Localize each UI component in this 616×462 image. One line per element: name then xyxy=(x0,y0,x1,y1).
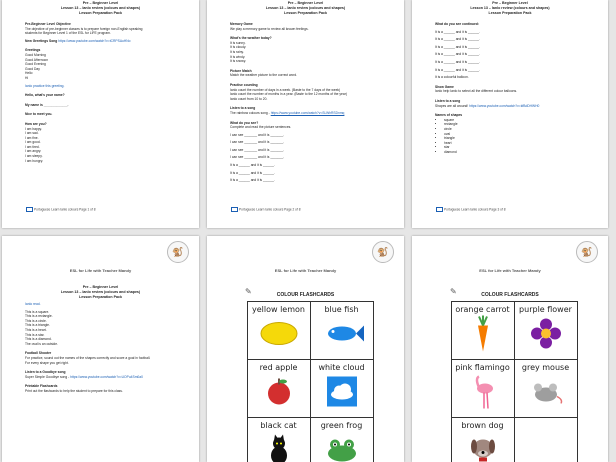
songs-label: New Greetings Song xyxy=(25,38,58,43)
continued-title: What do you see continued: xyxy=(435,22,479,26)
football-text: For every shape you get right. xyxy=(25,360,69,365)
page-2-body: Memory Game We play a memory game to review all known feelings. What's the weather today? It is sunny. It is cloudy. It is rainy. It is windy. It is snowy. Picture Match Match the weather picture to the correct word. Practise counting Ianlo count the number of days in a week. (Baste to the 7 days of the week) Ianlo count the number of months in a year. (Baste to the 12 months of the year) Ianlo count from 10 to 20. Listen to a song The rainbow colours song - https://www.youtube.com/watch?v=SLWhRSDnmq What do you see? Complete and read the picture sentences. I can see _______ and it is _______. I can see _______ and it is _______. I can see _______ and it is _______. I can see _______ and it is _______. It is a ______ and it is ______. It is a ______ and it is ______. It is a ______ and it is ______. xyxy=(230,20,390,183)
read-line: This is a triangle. xyxy=(25,323,50,328)
weather-item: It is sunny. xyxy=(230,40,246,45)
page-footer: Portuguese Learn Ianlo colours Page 2 of 8 xyxy=(230,207,301,212)
flashcard xyxy=(451,301,515,360)
sentence-item: It is a ______ and it is ______. xyxy=(435,44,480,49)
feeling-item: I am tired. xyxy=(25,144,40,149)
flag-icon xyxy=(436,207,443,212)
monkey-logo-icon: 🐒 xyxy=(576,241,598,263)
pencil-icon: ✎ xyxy=(245,287,252,296)
read-line: The oval is an outside. xyxy=(25,341,58,346)
brand-title: ESL for Life with Teacher Mandy xyxy=(274,268,337,273)
header-lesson: Lesson 13 – Ianlo review (colours and shapes) xyxy=(60,6,141,10)
flashcard xyxy=(451,359,515,418)
song-link[interactable]: https://www.youtube.com/watch?v=SLWhRSDnmq xyxy=(270,110,345,115)
flashcard xyxy=(247,359,311,418)
greetings-title: Greetings xyxy=(25,48,41,53)
counting-item: Ianlo count from 10 to 20. xyxy=(230,96,268,101)
shape-item: • square xyxy=(444,118,594,123)
feeling-item: I am good. xyxy=(25,140,41,145)
page-6 xyxy=(412,236,608,462)
flag-icon xyxy=(231,207,238,212)
flash-text: Print out the flashcards to help the student to prepare for this class. xyxy=(25,388,123,393)
read-line: This is a square. xyxy=(25,309,50,314)
shape-item: • heart xyxy=(444,141,594,146)
answer-name: My name is _____________. xyxy=(25,102,69,107)
objective-title: Pre-Beginner Level Objective xyxy=(25,22,71,26)
goodbye-text: Super Simple Goodbye song - xyxy=(25,374,70,379)
song-text: Shapes are all around! xyxy=(435,103,469,108)
shape-item: • triangle xyxy=(444,136,594,141)
flashcard-label: brown dog xyxy=(461,420,504,430)
page-header xyxy=(2,285,199,300)
sentence-item: It is a ______ and it is ______. xyxy=(435,37,480,42)
shapes-list xyxy=(435,118,594,155)
flashcard-label: blue fish xyxy=(324,304,359,314)
football-text: For practice, sound out the names of the shapes correctly and score a goal in football. xyxy=(25,355,151,360)
shape-item: • circle xyxy=(444,127,594,132)
frog-icon xyxy=(325,436,359,462)
weather-title: What's the weather today? xyxy=(230,36,272,41)
flashcard-empty xyxy=(514,417,578,462)
show-title: Show Game xyxy=(435,84,454,89)
feeling-item: I am sleepy. xyxy=(25,154,43,159)
page-1-body xyxy=(25,20,185,163)
page-3-body xyxy=(435,20,594,154)
see-text: Complete and read the picture sentences. xyxy=(230,125,292,130)
sentence-item: It is a ______ and it is ______. xyxy=(230,163,275,168)
header-pack: Lesson Preparation Pack xyxy=(79,11,122,15)
sentence-item: I can see _______ and it is _______. xyxy=(230,155,285,160)
greeting-item: Good Day xyxy=(25,66,40,71)
flashcard xyxy=(514,301,578,360)
flashcard xyxy=(514,359,578,418)
objective-text: The objective of pre-beginner classes is to prepare foreign non-English speaking xyxy=(25,26,143,31)
match-title: Picture Match xyxy=(230,68,252,73)
flashcard-label: green frog xyxy=(320,420,363,430)
page-footer: Portuguese Learn Ianlo colours Page 3 of 8 xyxy=(435,207,506,212)
fish-icon xyxy=(320,322,364,349)
flashcard-label: yellow lemon xyxy=(252,304,305,314)
greeting-item: Good Evening xyxy=(25,62,46,67)
counting-item: Ianlo count the number of days in a week. (Baste to the 7 days of the week) xyxy=(230,87,341,92)
header-level: Pre – Beginner Level xyxy=(492,1,528,5)
sentence-item: I can see _______ and it is _______. xyxy=(230,140,285,145)
songs-link[interactable]: https://www.youtube.com/watch?v=tCRPSAuHNo xyxy=(58,38,131,43)
sentence-item: It is a ______ and it is ______. xyxy=(435,29,480,34)
apple-icon xyxy=(266,377,292,410)
weather-item: It is rainy. xyxy=(230,49,244,54)
dog-icon xyxy=(468,434,498,462)
feeling-item: I am happy. xyxy=(25,126,42,131)
cat-icon xyxy=(266,434,292,462)
sentence-item: I can see _______ and it is _______. xyxy=(230,147,285,152)
counting-title: Practise counting xyxy=(230,82,258,87)
flashcard xyxy=(247,301,311,360)
lemon-icon xyxy=(259,320,299,351)
sentence-item: It is a ______ and it is ______. xyxy=(435,67,480,72)
shape-item: • rectangle xyxy=(444,122,594,127)
shape-item: • oval xyxy=(444,132,594,137)
see-title: What do you see? xyxy=(230,120,259,125)
read-line: This is a circle. xyxy=(25,318,47,323)
sentence-item: It is a ______ and it is ______. xyxy=(435,59,480,64)
header-pack: Lesson Preparation Pack xyxy=(79,295,122,299)
brand-title: ESL for Life with Teacher Mandy xyxy=(479,268,541,273)
shape-item: • star xyxy=(444,145,594,150)
greeting-item: Hi xyxy=(25,75,29,80)
goodbye-title: Listen to a Goodbye song xyxy=(25,370,66,375)
monkey-logo-icon: 🐒 xyxy=(372,241,394,263)
read-line: This is a star. xyxy=(25,332,45,337)
flashcard-label: purple flower xyxy=(519,304,572,314)
show-text: Ianlo help Ianlo to select all the different colour balloons. xyxy=(435,89,518,94)
sentence-item: It is a ______ and it is ______. xyxy=(435,52,480,57)
memory-title: Memory Game xyxy=(230,22,253,26)
page-header xyxy=(412,1,608,16)
counting-item: Ianlo count the number of months in a year. (Baste to the 12 months of the year) xyxy=(230,92,347,97)
flashcard xyxy=(451,417,515,462)
feeling-item: I am fine. xyxy=(25,135,39,140)
greeting-item: Good Afternoon xyxy=(25,57,49,62)
flashcard-grid xyxy=(247,301,373,462)
mouse-icon xyxy=(529,379,563,408)
read-line: This is a diamond. xyxy=(25,337,52,342)
greeting-item: Good Morning xyxy=(25,52,46,57)
flash-title: Printable Flashcards xyxy=(25,384,58,389)
practice-line: Ianlo practice this greeting. xyxy=(25,83,65,88)
sentence-item: It is a ______ and it is ______. xyxy=(230,178,275,183)
flashcard xyxy=(247,417,311,462)
page-4 xyxy=(2,236,199,462)
read-title: Ianlo read. xyxy=(25,302,41,306)
flashcard-label: grey mouse xyxy=(521,362,570,372)
header-level: Pre – Beginner Level xyxy=(82,1,119,5)
pencil-icon: ✎ xyxy=(450,287,457,296)
weather-item: It is snowy. xyxy=(230,59,247,64)
flashcard-label: orange carrot xyxy=(455,304,510,314)
match-text: Match the weather picture to the correct word. xyxy=(230,73,298,78)
flashcard-label: black cat xyxy=(260,420,297,430)
how-are-you: How are you? xyxy=(25,121,47,126)
header-pack: Lesson Preparation Pack xyxy=(284,11,327,15)
flashcards-title: COLOUR FLASHCARDS xyxy=(481,292,539,298)
football-title: Football Shooter xyxy=(25,351,52,356)
flamingo-icon xyxy=(471,374,495,413)
feeling-item: I am sad. xyxy=(25,131,39,136)
song-link[interactable]: https://www.youtube.com/watch?v=kfBdDHWH0 xyxy=(469,103,540,108)
song-title: Listen to a song xyxy=(230,106,256,111)
page-1 xyxy=(2,0,199,228)
sentence-item: It is a ______ and it is ______. xyxy=(230,170,275,175)
flag-icon xyxy=(26,207,33,212)
read-line: This is a rectangle. xyxy=(25,314,53,319)
header-pack: Lesson Preparation Pack xyxy=(488,11,532,15)
brand-title: ESL for Life with Teacher Mandy xyxy=(69,268,132,273)
song-text: The rainbow colours song xyxy=(230,110,268,115)
page-header xyxy=(207,1,404,16)
monkey-logo-icon: 🐒 xyxy=(167,241,189,263)
read-line: This is a heart. xyxy=(25,327,47,332)
memory-text: We play a memory game to review all known feelings. xyxy=(230,26,309,31)
flashcard-grid xyxy=(451,301,577,462)
sentence-item: I can see _______ and it is _______. xyxy=(230,132,285,137)
header-lesson: Lesson 13 – Ianlo review (colours and shapes) xyxy=(470,6,550,10)
page-2 xyxy=(207,0,404,228)
flashcard xyxy=(310,301,374,360)
page-header xyxy=(2,1,199,16)
page-footer: Portuguese Learn Ianlo colours Page 1 of 8 xyxy=(25,207,96,212)
greeting-item: Hello xyxy=(25,71,33,76)
flashcard xyxy=(310,417,374,462)
header-lesson: Lesson 13 – Ianlo review (colours and shapes) xyxy=(60,290,141,294)
flashcard xyxy=(310,359,374,418)
feeling-item: I am angry. xyxy=(25,149,42,154)
page-5 xyxy=(207,236,404,462)
song-title: Listen to a song xyxy=(435,98,461,103)
weather-item: It is cloudy. xyxy=(230,45,247,50)
shape-item: • diamond xyxy=(444,150,594,155)
header-lesson: Lesson 13 – Ianlo review (colours and shapes) xyxy=(265,6,346,10)
flashcards-title: COLOUR FLASHCARDS xyxy=(276,292,335,298)
question-name: Hello, what's your name? xyxy=(25,93,65,98)
feeling-item: I am hungry. xyxy=(25,158,44,163)
page-4-body xyxy=(25,302,185,394)
objective-text: students for Beginner Level 1 of the ESL for LIFE program. xyxy=(25,31,111,36)
goodbye-link[interactable]: https://www.youtube.com/watch?v=UOPu4Sm0a0 xyxy=(70,374,143,379)
nice-to-meet: Nice to meet you. xyxy=(25,112,53,117)
header-level: Pre – Beginner Level xyxy=(82,285,119,289)
page-3 xyxy=(412,0,608,228)
sentence-item: It is a colourful balloon. xyxy=(435,75,469,80)
flashcard-label: white cloud xyxy=(318,362,365,372)
flashcard-label: red apple xyxy=(259,362,298,372)
flashcard-label: pink flamingo xyxy=(455,362,510,372)
flower-icon xyxy=(530,317,562,354)
weather-item: It is windy. xyxy=(230,54,246,59)
header-level: Pre – Beginner Level xyxy=(287,1,324,5)
shapes-title: Names of shapes xyxy=(435,113,463,118)
cloud-icon xyxy=(327,376,357,411)
carrot-icon xyxy=(473,315,493,356)
